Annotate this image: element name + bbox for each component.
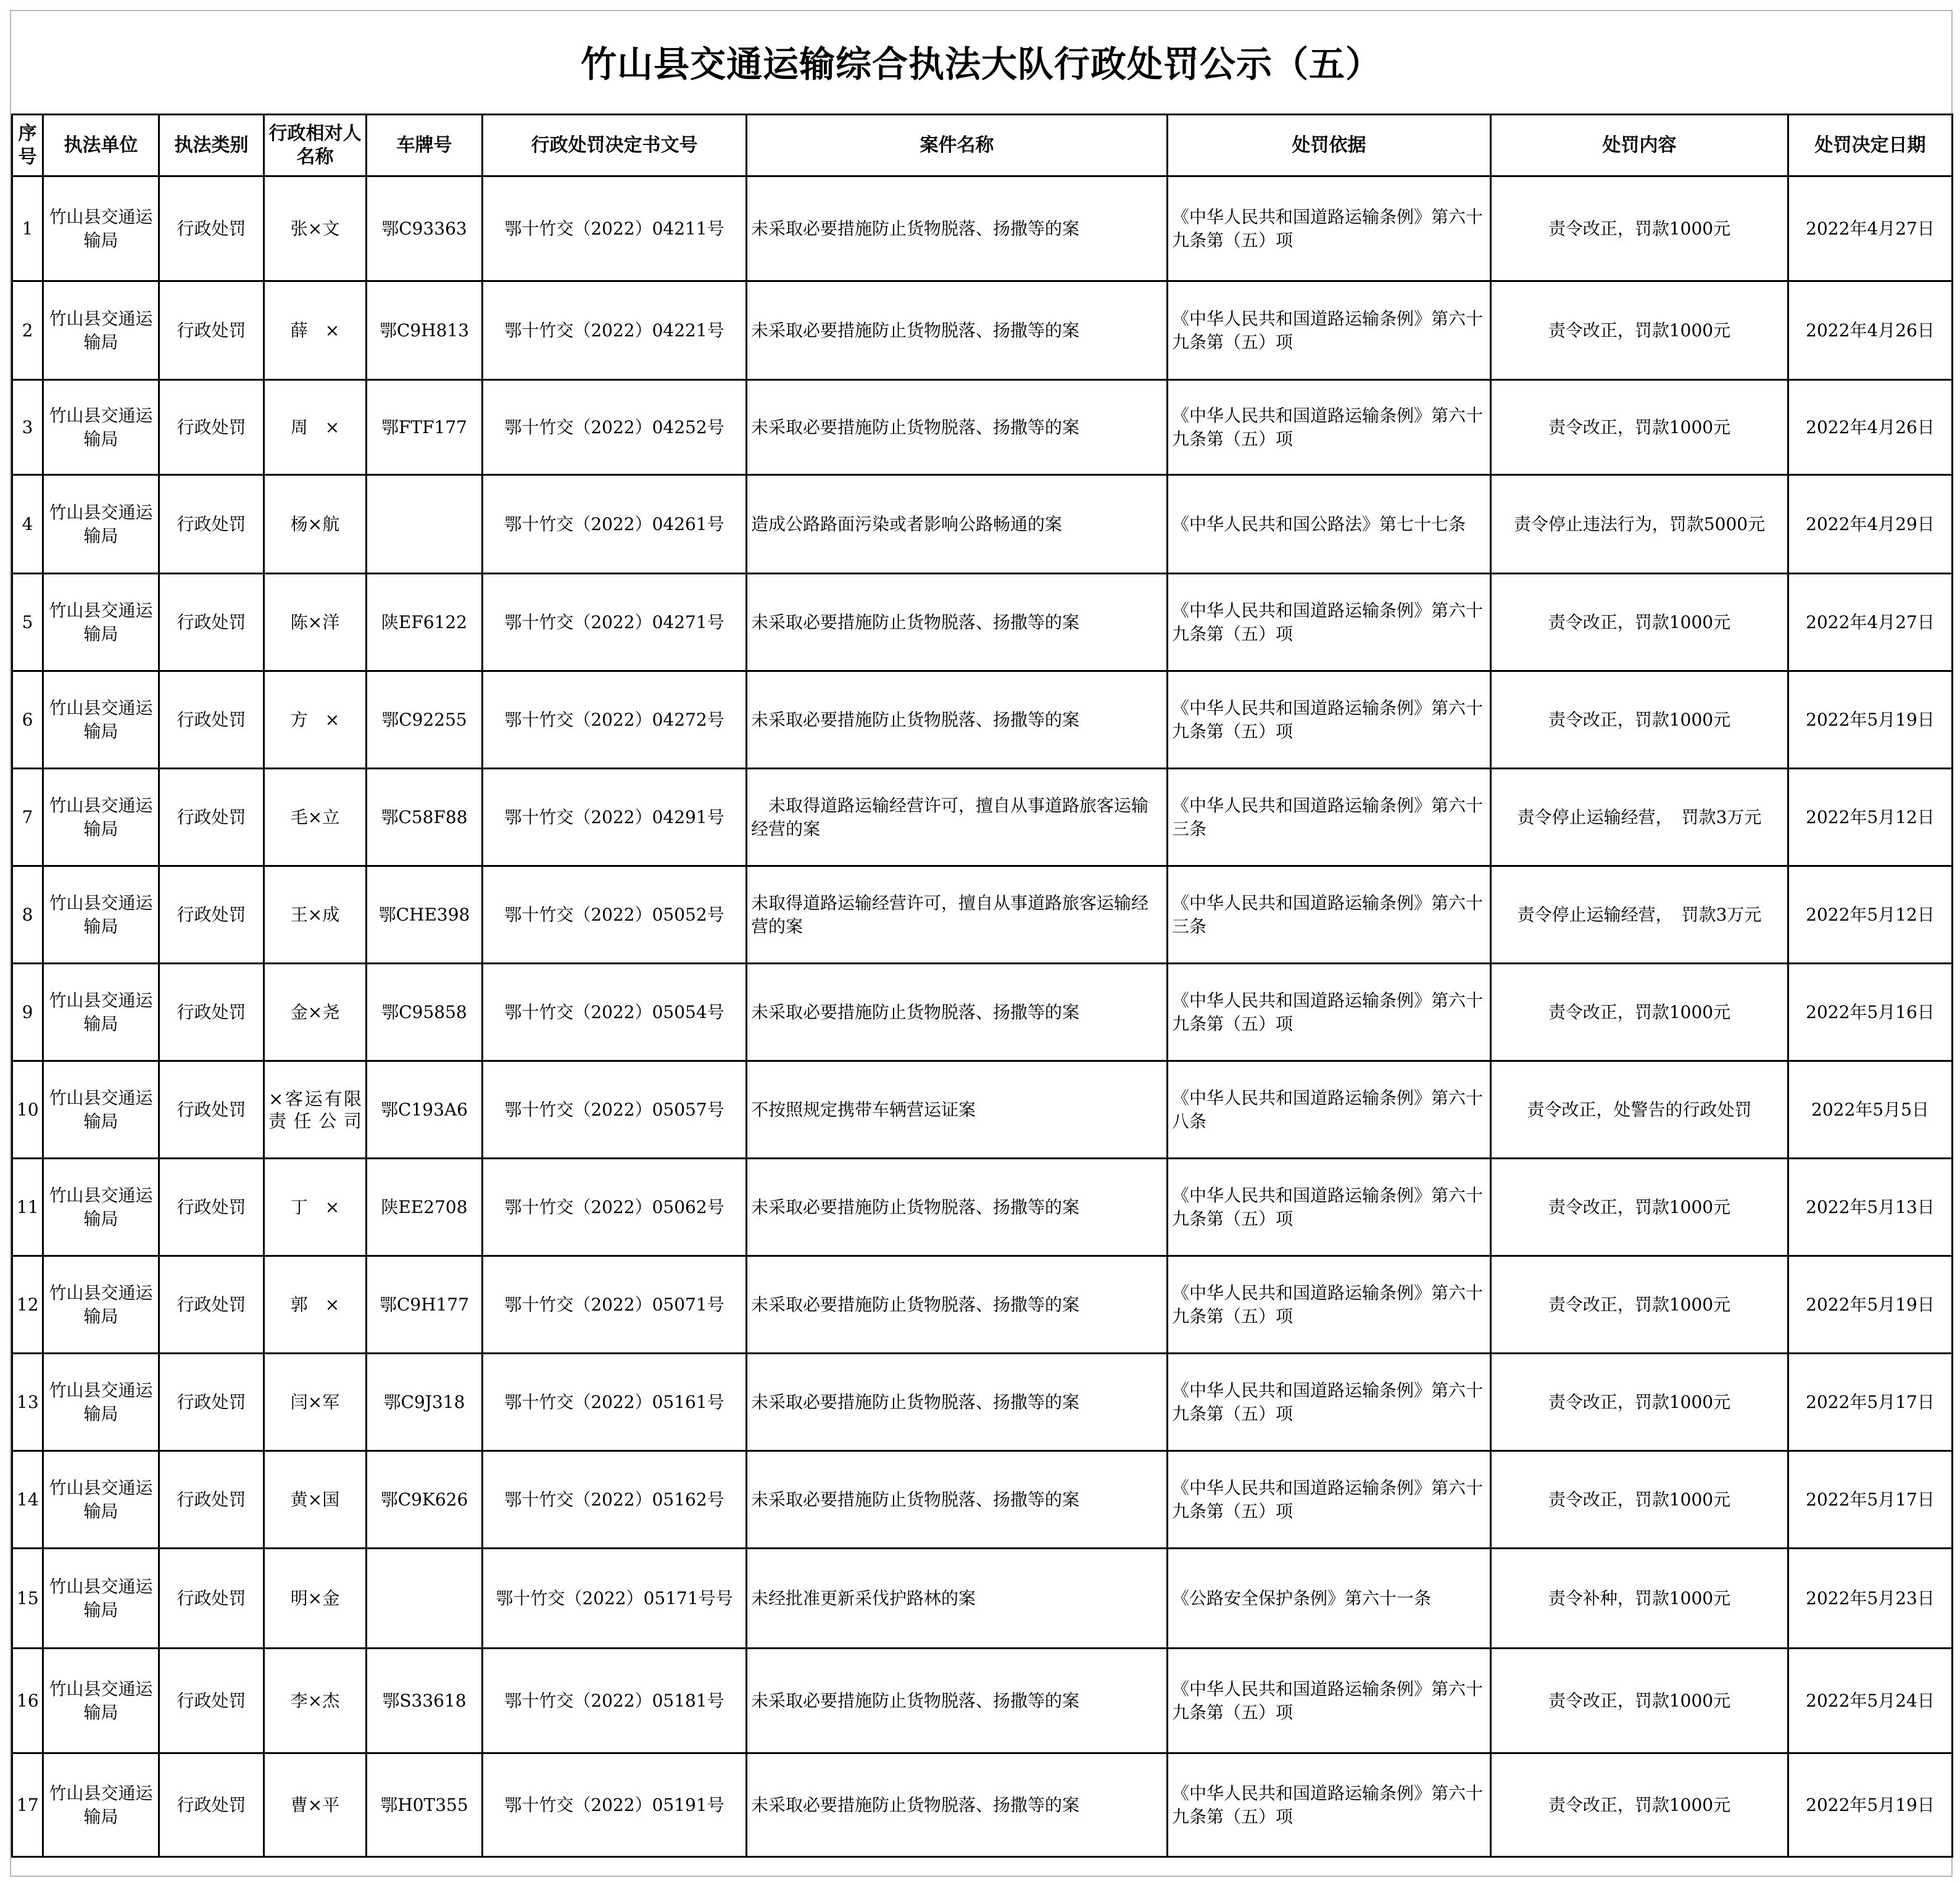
cell-unit: 竹山县交通运输局 xyxy=(43,475,159,574)
cell-plate xyxy=(367,475,483,574)
cell-category: 行政处罚 xyxy=(159,1061,264,1159)
table-row xyxy=(12,281,1953,380)
table-row xyxy=(12,1354,1953,1451)
cell-plate: 鄂H0T355 xyxy=(367,1753,483,1857)
header-party: 行政相对人名称 xyxy=(264,115,367,176)
cell-party: 金×尧 xyxy=(264,964,367,1061)
cell-date: 2022年5月12日 xyxy=(1788,769,1953,866)
cell-no: 4 xyxy=(12,475,43,574)
cell-content: 责令改正，罚款1000元 xyxy=(1491,380,1788,475)
cell-content: 责令改正，罚款1000元 xyxy=(1491,574,1788,671)
table-row xyxy=(12,475,1953,574)
cell-basis: 《中华人民共和国道路运输条例》第六十九条第（五）项 xyxy=(1168,1159,1491,1256)
cell-plate: 鄂S33618 xyxy=(367,1649,483,1753)
table-row xyxy=(12,176,1953,281)
cell-category: 行政处罚 xyxy=(159,1549,264,1649)
cell-party: 丁 × xyxy=(264,1159,367,1256)
cell-doc-no: 鄂十竹交（2022）05162号 xyxy=(483,1451,747,1549)
cell-no: 9 xyxy=(12,964,43,1061)
cell-no: 3 xyxy=(12,380,43,475)
cell-category: 行政处罚 xyxy=(159,1159,264,1256)
cell-category: 行政处罚 xyxy=(159,1451,264,1549)
header-unit: 执法单位 xyxy=(43,115,159,176)
cell-content: 责令改正，罚款1000元 xyxy=(1491,671,1788,769)
cell-case-name: 未采取必要措施防止货物脱落、扬撒等的案 xyxy=(747,964,1168,1061)
cell-doc-no: 鄂十竹交（2022）05054号 xyxy=(483,964,747,1061)
cell-basis: 《中华人民共和国道路运输条例》第六十九条第（五）项 xyxy=(1168,1354,1491,1451)
cell-basis: 《公路安全保护条例》第六十一条 xyxy=(1168,1549,1491,1649)
cell-party: 王×成 xyxy=(264,866,367,964)
cell-party: 黄×国 xyxy=(264,1451,367,1549)
cell-doc-no: 鄂十竹交（2022）05181号 xyxy=(483,1649,747,1753)
cell-unit: 竹山县交通运输局 xyxy=(43,574,159,671)
cell-case-name: 未经批准更新采伐护路林的案 xyxy=(747,1549,1168,1649)
table-row xyxy=(12,1451,1953,1549)
cell-date: 2022年5月23日 xyxy=(1788,1549,1953,1649)
cell-content: 责令改正，罚款1000元 xyxy=(1491,964,1788,1061)
cell-plate: 鄂C193A6 xyxy=(367,1061,483,1159)
cell-no: 7 xyxy=(12,769,43,866)
cell-plate: 鄂CHE398 xyxy=(367,866,483,964)
cell-unit: 竹山县交通运输局 xyxy=(43,1753,159,1857)
cell-content: 责令改正，罚款1000元 xyxy=(1491,1256,1788,1354)
cell-doc-no: 鄂十竹交（2022）04252号 xyxy=(483,380,747,475)
cell-doc-no: 鄂十竹交（2022）05071号 xyxy=(483,1256,747,1354)
cell-date: 2022年5月5日 xyxy=(1788,1061,1953,1159)
cell-case-name: 未采取必要措施防止货物脱落、扬撒等的案 xyxy=(747,281,1168,380)
cell-category: 行政处罚 xyxy=(159,176,264,281)
cell-category: 行政处罚 xyxy=(159,1354,264,1451)
cell-party: 陈×洋 xyxy=(264,574,367,671)
cell-doc-no: 鄂十竹交（2022）05161号 xyxy=(483,1354,747,1451)
cell-content: 责令停止运输经营， 罚款3万元 xyxy=(1491,769,1788,866)
cell-content: 责令改正，罚款1000元 xyxy=(1491,1753,1788,1857)
cell-plate: 鄂C9J318 xyxy=(367,1354,483,1451)
table-row xyxy=(12,380,1953,475)
cell-no: 15 xyxy=(12,1549,43,1649)
cell-plate: 陕EF6122 xyxy=(367,574,483,671)
cell-date: 2022年5月12日 xyxy=(1788,866,1953,964)
cell-basis: 《中华人民共和国道路运输条例》第六十九条第（五）项 xyxy=(1168,671,1491,769)
cell-date: 2022年5月17日 xyxy=(1788,1451,1953,1549)
cell-case-name: 未取得道路运输经营许可，擅自从事道路旅客运输经营的案 xyxy=(747,866,1168,964)
cell-no: 13 xyxy=(12,1354,43,1451)
cell-category: 行政处罚 xyxy=(159,1649,264,1753)
cell-case-name: 未采取必要措施防止货物脱落、扬撒等的案 xyxy=(747,574,1168,671)
cell-basis: 《中华人民共和国道路运输条例》第六十九条第（五）项 xyxy=(1168,281,1491,380)
cell-category: 行政处罚 xyxy=(159,574,264,671)
cell-plate: 陕EE2708 xyxy=(367,1159,483,1256)
cell-doc-no: 鄂十竹交（2022）04211号 xyxy=(483,176,747,281)
cell-party: 张×文 xyxy=(264,176,367,281)
cell-doc-no: 鄂十竹交（2022）04261号 xyxy=(483,475,747,574)
table-row xyxy=(12,1649,1953,1753)
cell-plate xyxy=(367,1549,483,1649)
cell-party: 李×杰 xyxy=(264,1649,367,1753)
cell-basis: 《中华人民共和国道路运输条例》第六十九条第（五）项 xyxy=(1168,1451,1491,1549)
cell-unit: 竹山县交通运输局 xyxy=(43,1354,159,1451)
cell-no: 5 xyxy=(12,574,43,671)
cell-content: 责令停止违法行为，罚款5000元 xyxy=(1491,475,1788,574)
cell-case-name: 未采取必要措施防止货物脱落、扬撒等的案 xyxy=(747,1753,1168,1857)
cell-case-name: 未采取必要措施防止货物脱落、扬撒等的案 xyxy=(747,1354,1168,1451)
cell-content: 责令改正，罚款1000元 xyxy=(1491,1451,1788,1549)
cell-category: 行政处罚 xyxy=(159,866,264,964)
penalty-table xyxy=(11,114,1953,1858)
cell-plate: 鄂C95858 xyxy=(367,964,483,1061)
cell-unit: 竹山县交通运输局 xyxy=(43,1649,159,1753)
cell-date: 2022年4月26日 xyxy=(1788,281,1953,380)
cell-date: 2022年4月27日 xyxy=(1788,574,1953,671)
cell-category: 行政处罚 xyxy=(159,769,264,866)
cell-content: 责令改正，罚款1000元 xyxy=(1491,176,1788,281)
cell-party: 明×金 xyxy=(264,1549,367,1649)
cell-category: 行政处罚 xyxy=(159,1753,264,1857)
cell-content: 责令改正，罚款1000元 xyxy=(1491,281,1788,380)
cell-no: 6 xyxy=(12,671,43,769)
cell-plate: 鄂C9H813 xyxy=(367,281,483,380)
cell-doc-no: 鄂十竹交（2022）04272号 xyxy=(483,671,747,769)
cell-doc-no: 鄂十竹交（2022）04221号 xyxy=(483,281,747,380)
cell-basis: 《中华人民共和国道路运输条例》第六十九条第（五）项 xyxy=(1168,1753,1491,1857)
cell-case-name: 未采取必要措施防止货物脱落、扬撒等的案 xyxy=(747,1159,1168,1256)
cell-date: 2022年5月17日 xyxy=(1788,1354,1953,1451)
cell-category: 行政处罚 xyxy=(159,671,264,769)
cell-no: 17 xyxy=(12,1753,43,1857)
penalty-notice-sheet xyxy=(10,10,1953,1877)
table-row xyxy=(12,1256,1953,1354)
cell-category: 行政处罚 xyxy=(159,964,264,1061)
cell-unit: 竹山县交通运输局 xyxy=(43,866,159,964)
cell-case-name: 造成公路路面污染或者影响公路畅通的案 xyxy=(747,475,1168,574)
header-category: 执法类别 xyxy=(159,115,264,176)
cell-no: 16 xyxy=(12,1649,43,1753)
cell-doc-no: 鄂十竹交（2022）05052号 xyxy=(483,866,747,964)
cell-basis: 《中华人民共和国道路运输条例》第六十九条第（五）项 xyxy=(1168,574,1491,671)
cell-party: 周 × xyxy=(264,380,367,475)
table-row xyxy=(12,1549,1953,1649)
cell-case-name: 未采取必要措施防止货物脱落、扬撒等的案 xyxy=(747,1256,1168,1354)
cell-basis: 《中华人民共和国道路运输条例》第六十九条第（五）项 xyxy=(1168,380,1491,475)
header-doc-no: 行政处罚决定书文号 xyxy=(483,115,747,176)
cell-plate: 鄂C93363 xyxy=(367,176,483,281)
header-case-name: 案件名称 xyxy=(747,115,1168,176)
cell-basis: 《中华人民共和国道路运输条例》第六十九条第（五）项 xyxy=(1168,176,1491,281)
cell-unit: 竹山县交通运输局 xyxy=(43,671,159,769)
table-header-row xyxy=(12,115,1953,176)
cell-unit: 竹山县交通运输局 xyxy=(43,1061,159,1159)
cell-case-name: 未采取必要措施防止货物脱落、扬撒等的案 xyxy=(747,176,1168,281)
cell-category: 行政处罚 xyxy=(159,380,264,475)
cell-content: 责令停止运输经营， 罚款3万元 xyxy=(1491,866,1788,964)
cell-date: 2022年5月19日 xyxy=(1788,671,1953,769)
cell-case-name: 未采取必要措施防止货物脱落、扬撒等的案 xyxy=(747,671,1168,769)
cell-plate: 鄂C58F88 xyxy=(367,769,483,866)
cell-unit: 竹山县交通运输局 xyxy=(43,769,159,866)
cell-doc-no: 鄂十竹交（2022）05062号 xyxy=(483,1159,747,1256)
cell-no: 8 xyxy=(12,866,43,964)
cell-unit: 竹山县交通运输局 xyxy=(43,176,159,281)
cell-party: 薛 × xyxy=(264,281,367,380)
page-title: 竹山县交通运输综合执法大队行政处罚公示（五） xyxy=(580,43,1382,85)
cell-category: 行政处罚 xyxy=(159,281,264,380)
cell-unit: 竹山县交通运输局 xyxy=(43,380,159,475)
table-row xyxy=(12,769,1953,866)
table-row xyxy=(12,964,1953,1061)
cell-date: 2022年5月19日 xyxy=(1788,1256,1953,1354)
table-row xyxy=(12,1753,1953,1857)
cell-basis: 《中华人民共和国公路法》第七十七条 xyxy=(1168,475,1491,574)
cell-party: 杨×航 xyxy=(264,475,367,574)
cell-party: 闫×军 xyxy=(264,1354,367,1451)
cell-no: 12 xyxy=(12,1256,43,1354)
cell-date: 2022年5月13日 xyxy=(1788,1159,1953,1256)
cell-content: 责令改正，处警告的行政处罚 xyxy=(1491,1061,1788,1159)
table-row xyxy=(12,866,1953,964)
cell-doc-no: 鄂十竹交（2022）05191号 xyxy=(483,1753,747,1857)
cell-party: 曹×平 xyxy=(264,1753,367,1857)
cell-date: 2022年4月26日 xyxy=(1788,380,1953,475)
table-row xyxy=(12,1159,1953,1256)
cell-unit: 竹山县交通运输局 xyxy=(43,1159,159,1256)
cell-no: 2 xyxy=(12,281,43,380)
cell-plate: 鄂FTF177 xyxy=(367,380,483,475)
cell-unit: 竹山县交通运输局 xyxy=(43,1451,159,1549)
cell-category: 行政处罚 xyxy=(159,1256,264,1354)
cell-case-name: 不按照规定携带车辆营运证案 xyxy=(747,1061,1168,1159)
cell-basis: 《中华人民共和国道路运输条例》第六十三条 xyxy=(1168,769,1491,866)
cell-basis: 《中华人民共和国道路运输条例》第六十三条 xyxy=(1168,866,1491,964)
cell-date: 2022年4月27日 xyxy=(1788,176,1953,281)
cell-plate: 鄂C9K626 xyxy=(367,1451,483,1549)
cell-basis: 《中华人民共和国道路运输条例》第六十九条第（五）项 xyxy=(1168,1649,1491,1753)
cell-no: 14 xyxy=(12,1451,43,1549)
cell-content: 责令改正，罚款1000元 xyxy=(1491,1159,1788,1256)
cell-plate: 鄂C92255 xyxy=(367,671,483,769)
header-content: 处罚内容 xyxy=(1491,115,1788,176)
cell-plate: 鄂C9H177 xyxy=(367,1256,483,1354)
header-basis: 处罚依据 xyxy=(1168,115,1491,176)
cell-unit: 竹山县交通运输局 xyxy=(43,1549,159,1649)
cell-doc-no: 鄂十竹交（2022）04271号 xyxy=(483,574,747,671)
cell-date: 2022年4月29日 xyxy=(1788,475,1953,574)
cell-case-name: 未采取必要措施防止货物脱落、扬撒等的案 xyxy=(747,380,1168,475)
cell-no: 1 xyxy=(12,176,43,281)
cell-party: 方 × xyxy=(264,671,367,769)
cell-case-name: 未取得道路运输经营许可，擅自从事道路旅客运输经营的案 xyxy=(747,769,1168,866)
cell-date: 2022年5月19日 xyxy=(1788,1753,1953,1857)
cell-doc-no: 鄂十竹交（2022）04291号 xyxy=(483,769,747,866)
cell-case-name: 未采取必要措施防止货物脱落、扬撒等的案 xyxy=(747,1451,1168,1549)
cell-basis: 《中华人民共和国道路运输条例》第六十八条 xyxy=(1168,1061,1491,1159)
cell-category: 行政处罚 xyxy=(159,475,264,574)
cell-content: 责令改正，罚款1000元 xyxy=(1491,1354,1788,1451)
table-row xyxy=(12,671,1953,769)
cell-no: 10 xyxy=(12,1061,43,1159)
header-no: 序号 xyxy=(12,115,43,176)
cell-basis: 《中华人民共和国道路运输条例》第六十九条第（五）项 xyxy=(1168,1256,1491,1354)
table-body xyxy=(12,176,1953,1857)
cell-content: 责令补种，罚款1000元 xyxy=(1491,1549,1788,1649)
cell-party: 郭 × xyxy=(264,1256,367,1354)
cell-case-name: 未采取必要措施防止货物脱落、扬撒等的案 xyxy=(747,1649,1168,1753)
table-row xyxy=(12,1061,1953,1159)
header-date: 处罚决定日期 xyxy=(1788,115,1953,176)
cell-basis: 《中华人民共和国道路运输条例》第六十九条第（五）项 xyxy=(1168,964,1491,1061)
cell-content: 责令改正，罚款1000元 xyxy=(1491,1649,1788,1753)
cell-date: 2022年5月16日 xyxy=(1788,964,1953,1061)
cell-no: 11 xyxy=(12,1159,43,1256)
cell-date: 2022年5月24日 xyxy=(1788,1649,1953,1753)
cell-party: 毛×立 xyxy=(264,769,367,866)
table-row xyxy=(12,574,1953,671)
cell-party: ×客运有限责任公司 xyxy=(264,1061,367,1159)
cell-doc-no: 鄂十竹交（2022）05057号 xyxy=(483,1061,747,1159)
cell-doc-no: 鄂十竹交（2022）05171号号 xyxy=(483,1549,747,1649)
cell-unit: 竹山县交通运输局 xyxy=(43,1256,159,1354)
cell-unit: 竹山县交通运输局 xyxy=(43,964,159,1061)
header-plate: 车牌号 xyxy=(367,115,483,176)
cell-unit: 竹山县交通运输局 xyxy=(43,281,159,380)
